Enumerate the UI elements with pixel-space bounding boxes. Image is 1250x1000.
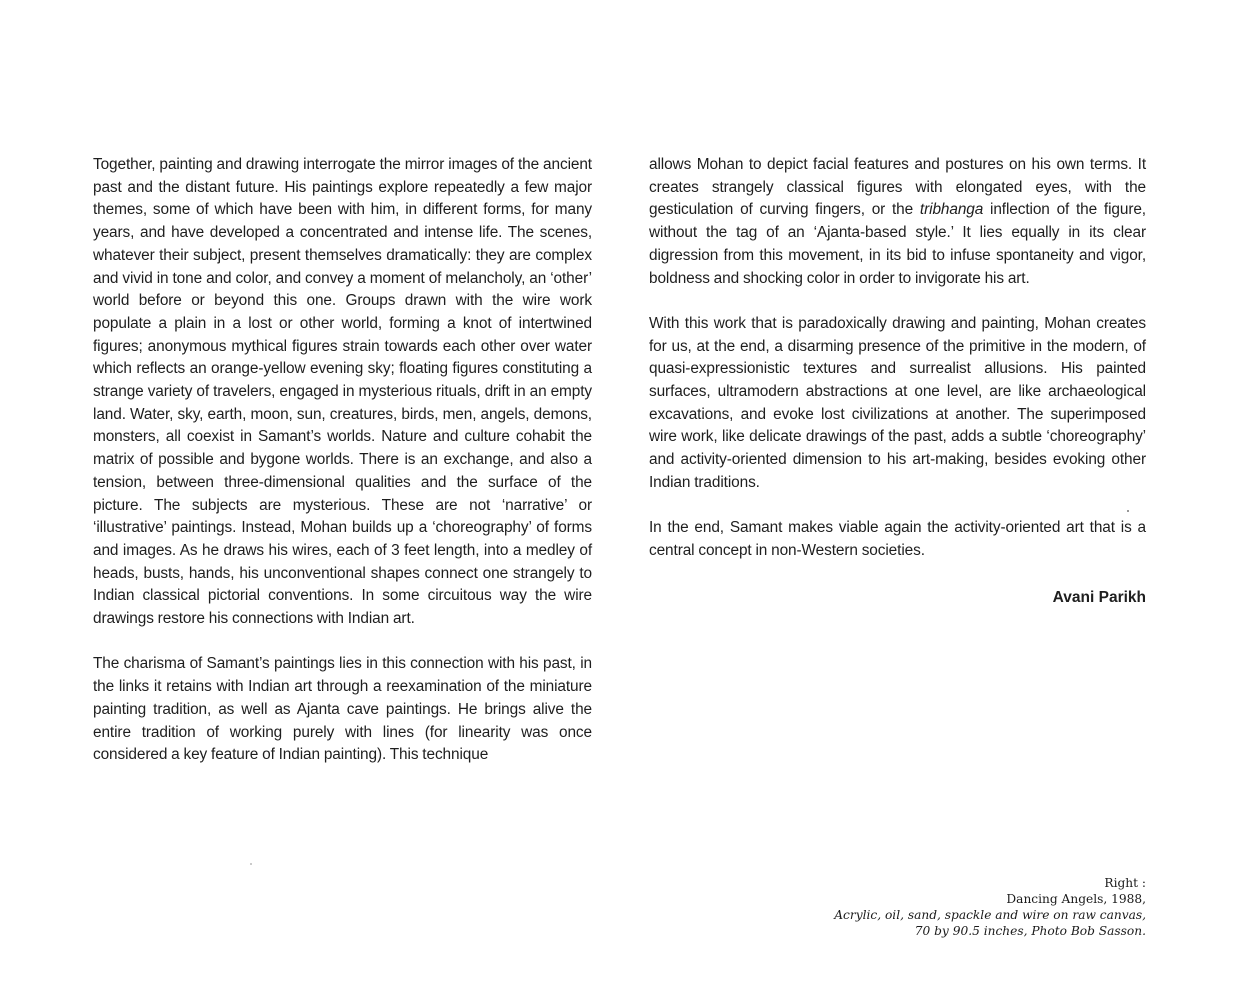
image-caption — [834, 875, 1146, 939]
print-speck — [250, 863, 252, 865]
caption-title: Dancing Angels, 1988, — [1006, 892, 1146, 906]
caption-medium: Acrylic, oil, sand, spackle and wire on raw canvas, — [834, 908, 1146, 922]
body-paragraph — [649, 154, 1146, 290]
left-text-column — [93, 154, 592, 767]
right-text-column — [649, 154, 1146, 608]
body-paragraph: In the end, Samant makes viable again the activity-oriented art that is a central concept in non-Western societies. — [649, 519, 1146, 559]
author-signature: Avani Parikh — [1052, 588, 1146, 606]
body-paragraph: Together, painting and drawing interrogate the mirror images of the ancient past and the distant future. His paintings explore repeatedly a few major themes, some of which have been with him, in different forms, for many years, and have developed a concentrated and intense life. The scenes, whatever their subject, present themselves dramatically: they are complex and vivid in tone and color, and convey a moment of melancholy, an ‘other’ world before or beyond this one. Groups drawn with the wire work populate a plain in a lost or other world, forming a knot of intertwined figures; anonymous mythical figures strain towards each other over water which reflects an orange-yellow evening sky; floating figures constituting a strange variety of travelers, engaged in mysterious rituals, drift in an empty land. Water, sky, earth, moon, sun, creatures, birds, men, angels, demons, monsters, all coexist in Samant’s worlds. Nature and culture cohabit the matrix of possible and bygone worlds. There is an exchange, and also a tension, between three-dimensional qualities and the surface of the picture. The subjects are mysterious. These are not ‘narrative’ or ‘illustrative’ paintings. Instead, Mohan builds up a ‘choreography’ of forms and images. As he draws his wires, each of 3 feet length, into a medley of heads, busts, hands, his unconventional shapes connect one strangely to Indian classical pictorial conventions. In some circuitous way the wire drawings restore his connections with Indian art. — [93, 156, 592, 628]
print-speck — [1127, 510, 1129, 512]
paragraph-text: allows Mohan to depict facial features and postures on his own terms. It creates strangely classical figures with elongated eyes, with the gesticulation of curving fingers, or the — [649, 156, 1146, 219]
caption-dimensions: 70 by 90.5 inches, Photo Bob Sasson. — [914, 924, 1146, 938]
paragraph-text: inflection of the figure, without the tag of an ‘Ajanta-based style.’ It lies equally in its clear digression from this movement, in its bid to infuse spontaneity and vigor, boldness and shocking color in order to invigorate his art. — [649, 201, 1146, 287]
italic-term: tribhanga — [919, 201, 984, 219]
body-paragraph: The charisma of Samant’s paintings lies in this connection with his past, in the links it retains with Indian art through a reexamination of the miniature painting tradition, as well as Ajanta cave paintings. He brings alive the entire tradition of working purely with lines (for linearity was once considered a key feature of Indian painting). This technique — [93, 655, 592, 764]
caption-direction: Right : — [1104, 876, 1146, 890]
body-paragraph: With this work that is paradoxically drawing and painting, Mohan creates for us, at the end, a disarming presence of the primitive in the modern, of quasi-expressionistic textures and surrealist allusions. His painted surfaces, ultramodern abstractions at one level, are like archaeological excavations, and evoke lost civilizations at another. The superimposed wire work, like delicate drawings of the past, adds a subtle ‘choreography’ and activity-oriented dimension to his art-making, besides evoking other Indian traditions. — [649, 314, 1146, 491]
